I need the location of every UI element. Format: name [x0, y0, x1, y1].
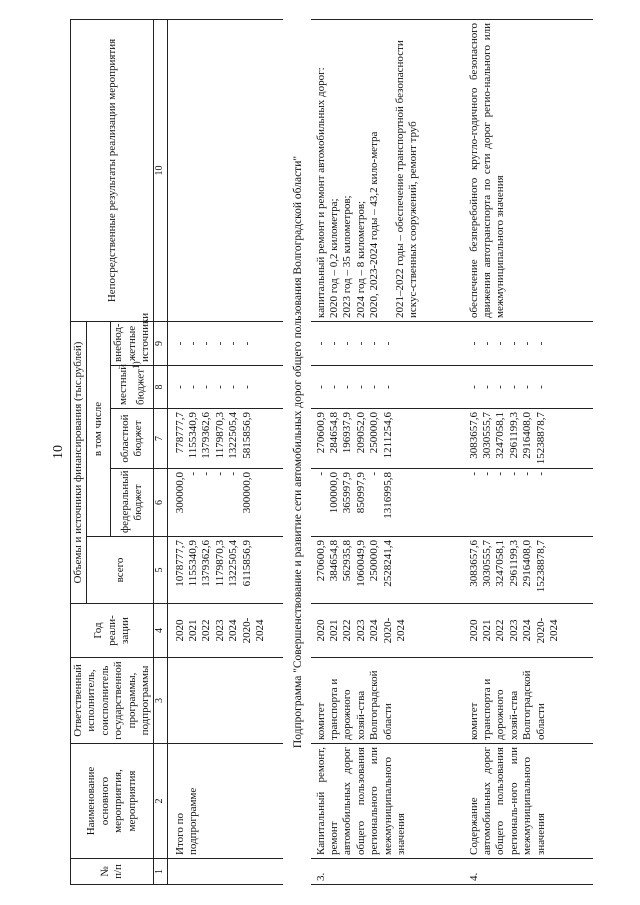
- cell-value: -: [200, 472, 213, 476]
- cell-value: -: [354, 341, 367, 346]
- row-result: [311, 19, 464, 321]
- cell-value: 2020, 2023-2024 годы – 43,2 кило-метра: [368, 131, 381, 318]
- cell-value: 2020-2024: [534, 617, 561, 644]
- cell-value: -: [213, 385, 226, 389]
- cell-value: -: [187, 472, 200, 476]
- cell-value: -: [521, 341, 534, 346]
- cell-value: 2024: [227, 619, 240, 642]
- cell-value: -: [200, 341, 213, 346]
- cell-value: 3247058,1: [494, 540, 507, 587]
- cell-value: -: [507, 472, 520, 476]
- cell-value: 1211254,6: [381, 412, 394, 459]
- cell-value: 1060049,9: [354, 540, 367, 587]
- cell-value: -: [328, 341, 341, 346]
- cell-value: 5815856,9: [240, 412, 253, 459]
- cell-value: -: [381, 385, 394, 389]
- cell-value: 15238878,7: [534, 412, 547, 465]
- cell-value: 2020-2024: [381, 617, 408, 644]
- row-num: 4.: [464, 859, 593, 885]
- header-total: всего: [87, 537, 154, 604]
- result-note: 2021–2022 годы – обеспечение транспортной безопасности искус-ственных сооружений, ремонт труб: [393, 40, 420, 318]
- cell-value: -: [354, 385, 367, 389]
- cell-value: -: [521, 472, 534, 476]
- header-results: Непосредственные результаты реализации мероприятия: [71, 19, 154, 321]
- cell-value: -: [507, 341, 520, 346]
- cell-value: 2961199,3: [507, 412, 520, 459]
- local-cell: [167, 366, 283, 409]
- subprogram-title: Подпрограмма "Совершенствование и развитие сети автомобильных дорог общего пользования Волгоградской области": [291, 155, 304, 749]
- federal-cell: [311, 469, 464, 537]
- cell-value: -: [534, 341, 547, 346]
- cell-value: 2961199,3: [507, 540, 520, 587]
- cell-value: 300000,0: [240, 472, 253, 514]
- cell-value: -: [534, 385, 547, 389]
- header-extrabudget: внебюд-жетные источники: [111, 321, 154, 365]
- cell-value: -: [368, 385, 381, 389]
- header-name: Наименование основного мероприятия, мероприятия: [71, 744, 154, 859]
- subprogram-title-row: [283, 19, 311, 884]
- cell-value: 284654,8: [328, 412, 341, 454]
- total-cell: [167, 537, 283, 604]
- cell-value: 3083657,6: [467, 412, 480, 459]
- cell-value: -: [213, 341, 226, 346]
- cell-value: 778777,7: [173, 412, 186, 454]
- col-num: 2: [154, 744, 167, 859]
- cell-value: -: [368, 341, 381, 346]
- cell-value: -: [213, 472, 226, 476]
- cell-value: 2022: [341, 619, 354, 642]
- year-cell: [464, 604, 593, 658]
- cell-value: 2022: [494, 619, 507, 642]
- cell-value: 365997,9: [341, 472, 354, 514]
- cell-value: 1179870,3: [213, 540, 226, 587]
- regional-cell: [167, 409, 283, 469]
- year-cell: [167, 604, 283, 658]
- regional-cell: [464, 409, 593, 469]
- local-cell: [464, 366, 593, 409]
- total-label: Итого по подпрограмме: [167, 744, 283, 859]
- cell-value: 2528241,4: [381, 540, 394, 587]
- year-cell: [311, 604, 464, 658]
- cell-value: 2020: [314, 619, 327, 642]
- cell-value: 562935,8: [341, 540, 354, 582]
- cell-value: 270600,9: [314, 412, 327, 454]
- row-responsible: комитет транспорта и дорожного хозяй-ства Волгоградской области: [464, 658, 593, 744]
- financing-table: [70, 19, 593, 885]
- cell-value: -: [314, 472, 327, 476]
- total-cell: [311, 537, 464, 604]
- cell-value: 1179870,3: [213, 412, 226, 459]
- cell-value: -: [481, 385, 494, 389]
- cell-value: -: [328, 385, 341, 389]
- cell-value: капитальный ремонт и ремонт автомобильных дорог:: [314, 67, 327, 318]
- local-cell: [311, 366, 464, 409]
- cell-value: -: [494, 341, 507, 346]
- col-num: 8: [154, 366, 167, 409]
- cell-value: 3030555,7: [481, 540, 494, 587]
- header-including: в том числе: [87, 321, 111, 536]
- col-num: 10: [154, 19, 167, 321]
- row-name: Капитальный ремонт, ремонт автомобильных дорог общего пользования регионального или межмуниципального значения: [311, 744, 464, 859]
- cell-value: -: [200, 385, 213, 389]
- cell-value: 3247058,1: [494, 412, 507, 459]
- federal-cell: [464, 469, 593, 537]
- col-num: 1: [154, 859, 167, 885]
- cell-value: 2916408,0: [521, 540, 534, 587]
- cell-value: -: [314, 341, 327, 346]
- header-federal: федеральный бюджет: [111, 469, 154, 537]
- cell-value: 100000,0: [328, 472, 341, 514]
- cell-value: 2916408,0: [521, 412, 534, 459]
- cell-value: 1379362,6: [200, 412, 213, 459]
- cell-value: -: [227, 341, 240, 346]
- cell-value: 2023: [213, 619, 226, 642]
- cell-value: 196937,9: [341, 412, 354, 454]
- cell-value: -: [534, 472, 547, 476]
- cell-value: 2020: [173, 619, 186, 642]
- header-num: № п/п: [71, 859, 154, 885]
- table-row-total: [167, 19, 283, 884]
- extra-cell: [311, 321, 464, 365]
- col-num: 4: [154, 604, 167, 658]
- col-num: 3: [154, 658, 167, 744]
- cell-value: 3083657,6: [467, 540, 480, 587]
- cell-value: 384654,8: [328, 540, 341, 582]
- header-financing: Объемы и источники финансирования (тыс.рублей): [71, 321, 87, 603]
- cell-value: 2021: [328, 619, 341, 642]
- cell-value: 1155340,9: [187, 540, 200, 587]
- cell-value: -: [240, 341, 253, 346]
- row-result: обеспечение безперебойного кругло-годичного безопасного движения автотранспорта по сети дорог регио-нального или межмуниципального значения: [464, 19, 593, 321]
- cell-value: -: [173, 341, 186, 346]
- table-row: [311, 19, 464, 884]
- cell-value: -: [173, 385, 186, 389]
- cell-value: -: [187, 385, 200, 389]
- cell-value: 250000,0: [368, 540, 381, 582]
- cell-value: -: [467, 472, 480, 476]
- cell-value: -: [187, 341, 200, 346]
- header-regional: областной бюджет: [111, 409, 154, 469]
- cell-value: -: [494, 472, 507, 476]
- cell-value: -: [240, 385, 253, 389]
- cell-value: 1322505,4: [227, 540, 240, 587]
- cell-value: 2020-2024: [240, 617, 267, 644]
- total-num-cell: [167, 859, 283, 885]
- cell-value: -: [481, 472, 494, 476]
- extra-cell: [167, 321, 283, 365]
- cell-value: 1322505,4: [227, 412, 240, 459]
- cell-value: 2022: [200, 619, 213, 642]
- cell-value: 3030555,7: [481, 412, 494, 459]
- cell-value: 2024: [521, 619, 534, 642]
- cell-value: 1379362,6: [200, 540, 213, 587]
- cell-value: 209052,0: [354, 412, 367, 454]
- cell-value: -: [341, 385, 354, 389]
- cell-value: -: [368, 472, 381, 476]
- cell-value: 2020 год – 0,2 километра;: [328, 198, 341, 318]
- col-num: 7: [154, 409, 167, 469]
- cell-value: -: [227, 472, 240, 476]
- extra-cell: [464, 321, 593, 365]
- cell-value: 300000,0: [173, 472, 186, 514]
- rotated-table-container: [70, 20, 615, 885]
- row-responsible: комитет транспорта и дорожного хозяй-ства Волгоградской области: [311, 658, 464, 744]
- cell-value: 6115856,9: [240, 540, 253, 587]
- cell-value: 2023 год – 35 километров;: [341, 195, 354, 318]
- header-responsible: Ответственный исполнитель, соисполнитель государственной программы, подпрограммы: [71, 658, 154, 744]
- result-lines: [315, 23, 382, 318]
- row-name: Содержание автомобильных дорог общего пользования региональ-ного или межмуниципального значения: [464, 744, 593, 859]
- cell-value: -: [494, 385, 507, 389]
- cell-value: 2021: [187, 619, 200, 642]
- col-num: 9: [154, 321, 167, 365]
- page-number: 10: [51, 445, 66, 459]
- row-num: 3.: [311, 859, 464, 885]
- cell-value: -: [521, 385, 534, 389]
- cell-value: 1078777,7: [173, 540, 186, 587]
- col-num: 6: [154, 469, 167, 537]
- cell-value: 2024: [368, 619, 381, 642]
- cell-value: -: [467, 385, 480, 389]
- header-local: [111, 361, 154, 409]
- col-num: 5: [154, 537, 167, 604]
- cell-value: -: [481, 341, 494, 346]
- cell-value: 2023: [354, 619, 367, 642]
- federal-cell: [167, 469, 283, 537]
- cell-value: 250000,0: [368, 412, 381, 454]
- cell-value: -: [314, 385, 327, 389]
- cell-value: 2020: [467, 619, 480, 642]
- cell-value: 1155340,9: [187, 412, 200, 459]
- cell-value: 2024 год – 8 километров;: [354, 200, 367, 318]
- regional-cell: [311, 409, 464, 469]
- cell-value: -: [227, 385, 240, 389]
- cell-value: 2023: [507, 619, 520, 642]
- cell-value: 850997,9: [354, 472, 367, 514]
- header-year: Год реали-зации: [71, 604, 154, 658]
- cell-value: -: [467, 341, 480, 346]
- total-resp-cell: [167, 658, 283, 744]
- cell-value: 2021: [481, 619, 494, 642]
- cell-value: 1316995,8: [381, 472, 394, 519]
- total-cell: [464, 537, 593, 604]
- cell-value: -: [341, 341, 354, 346]
- header-local-footnote: 1): [130, 361, 141, 369]
- header-local-text: местный бюджет: [117, 364, 147, 405]
- cell-value: 270600,9: [314, 540, 327, 582]
- cell-value: 15238878,7: [534, 540, 547, 593]
- total-result-cell: [167, 19, 283, 321]
- cell-value: -: [507, 385, 520, 389]
- table-row: [464, 19, 593, 884]
- cell-value: -: [381, 341, 394, 346]
